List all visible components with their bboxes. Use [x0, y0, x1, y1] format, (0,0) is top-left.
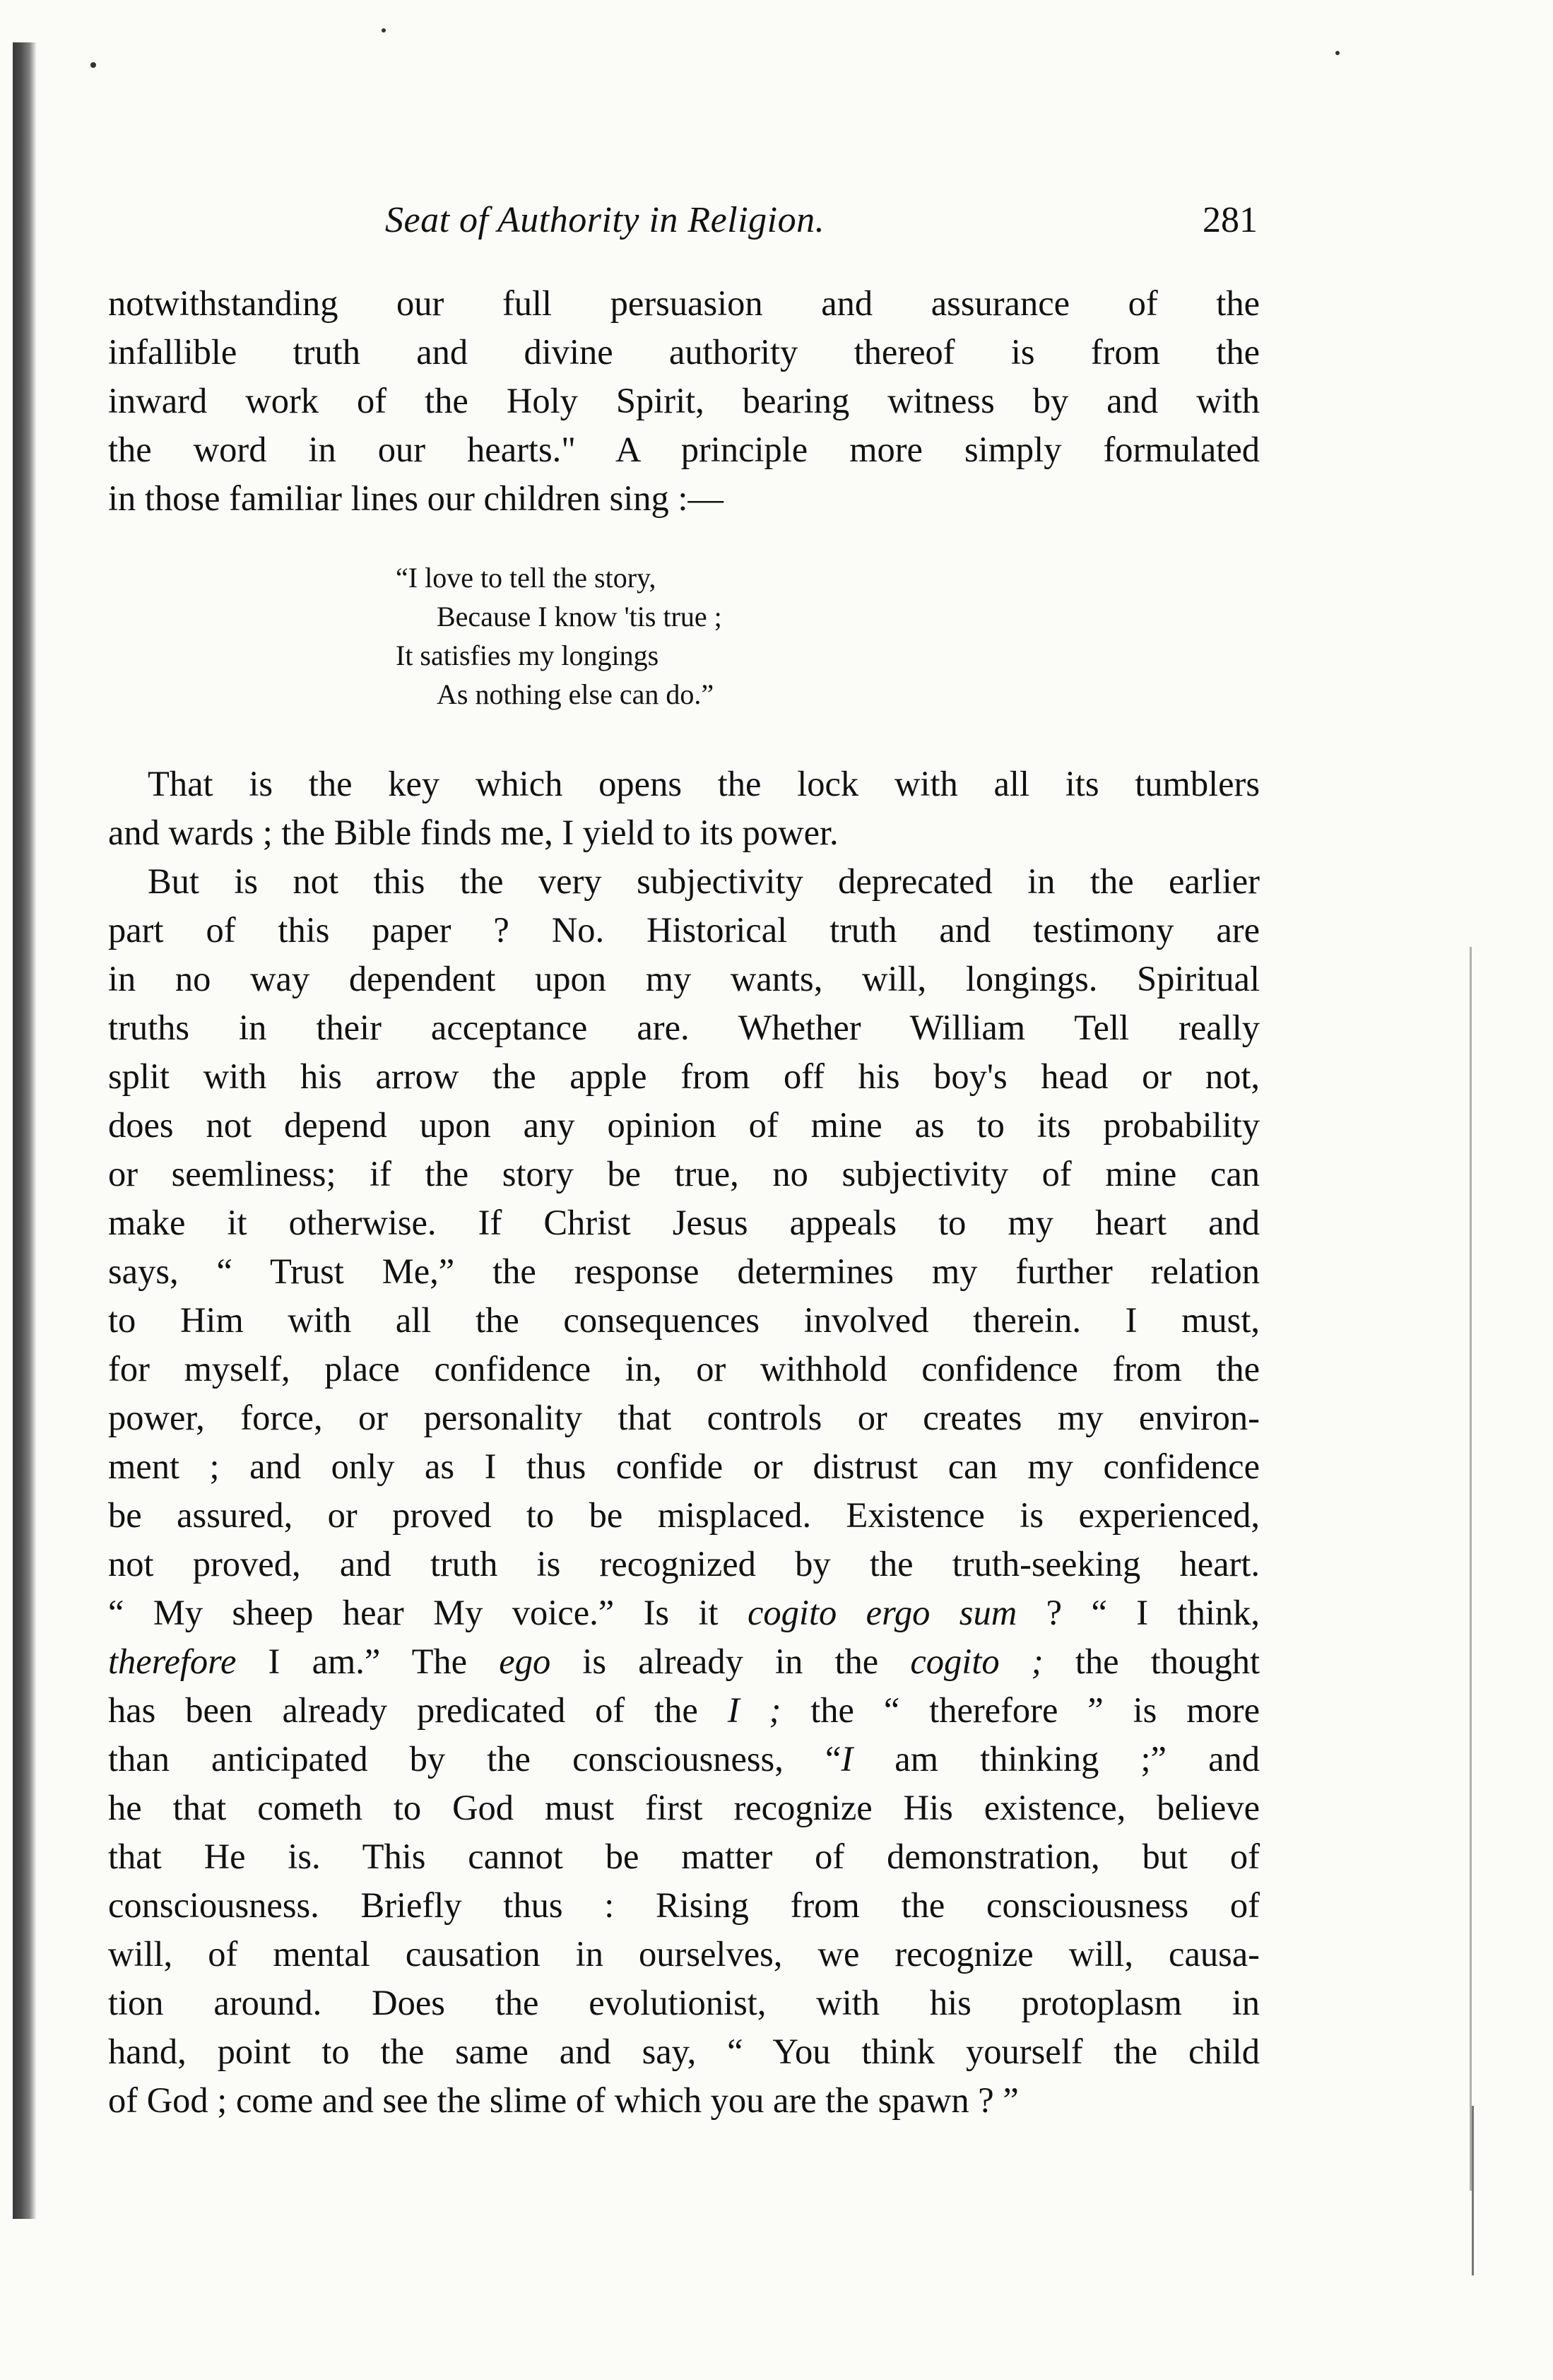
text-line: truths in their acceptance are. Whether William Tell really — [108, 1008, 1260, 1047]
text-run: the “ therefore ” is more — [781, 1690, 1260, 1730]
text-line: that He is. This cannot be matter of demonstration, but of — [108, 1837, 1260, 1876]
text-line: he that cometh to God must first recognize His existence, believe — [108, 1788, 1260, 1827]
text-line: says, “ Trust Me,” the response determines my further relation — [108, 1251, 1260, 1291]
running-title: Seat of Authority in Religion. — [385, 200, 825, 240]
text-line: inward work of the Holy Spirit, bearing witness by and with — [108, 381, 1260, 420]
text-line — [108, 1589, 1260, 1637]
text-line: or seemliness; if the story be true, no subjectivity of mine can — [108, 1154, 1260, 1194]
text-line: to Him with all the consequences involved therein. I must, — [108, 1300, 1260, 1340]
text-line — [108, 1637, 1260, 1686]
italic-word: cogito ; — [910, 1642, 1044, 1681]
latin-phrase: cogito ergo sum — [748, 1593, 1017, 1632]
text-line: and wards ; the Bible finds me, I yield to its power. — [108, 813, 839, 852]
italic-word: ego — [499, 1642, 551, 1681]
italic-word: I — [841, 1739, 854, 1779]
text-line — [108, 1735, 1260, 1784]
page-edge-mark — [1472, 2106, 1474, 2275]
page-edge-mark — [1470, 947, 1472, 2191]
text-line: hand, point to the same and say, “ You think yourself the child — [108, 2032, 1260, 2071]
text-line — [108, 1686, 1260, 1735]
text-run: than anticipated by the consciousness, “ — [108, 1739, 842, 1779]
text-line: notwithstanding our full persuasion and assurance of the — [108, 283, 1260, 323]
paragraph-key — [108, 760, 1260, 857]
paragraph-continuation — [108, 279, 1260, 523]
text-run: I am.” The — [236, 1642, 500, 1681]
poem-line: It satisfies my longings — [396, 640, 659, 671]
text-line: That is the key which opens the lock with all its tumblers — [148, 764, 1260, 803]
paragraph-main — [108, 857, 1260, 2125]
text-line: make it otherwise. If Christ Jesus appeals to my heart and — [108, 1203, 1260, 1242]
text-line: power, force, or personality that controls or creates my environ- — [108, 1398, 1260, 1437]
text-run: am thinking ;” and — [853, 1739, 1260, 1779]
book-spine-shadow — [13, 42, 37, 2219]
poem-line: As nothing else can do.” — [437, 678, 714, 710]
text-line: in no way dependent upon my wants, will, longings. Spiritual — [108, 959, 1260, 998]
scan-speck — [1335, 51, 1340, 55]
text-line: tion around. Does the evolutionist, with his protoplasm in — [108, 1983, 1260, 2022]
text-line: consciousness. Briefly thus : Rising from the consciousness of — [108, 1885, 1260, 1925]
scan-speck — [382, 28, 386, 33]
scan-speck — [90, 62, 96, 68]
text-line: But is not this the very subjectivity deprecated in the earlier — [148, 861, 1260, 901]
text-run: is already in the — [550, 1642, 911, 1681]
hymn-quotation — [396, 558, 890, 714]
text-line: ment ; and only as I thus confide or distrust can my confidence — [108, 1447, 1260, 1486]
text-line: does not depend upon any opinion of mine as to its probability — [108, 1105, 1260, 1145]
page-header — [385, 199, 1258, 242]
page-number: 281 — [1203, 200, 1258, 240]
text-line: infallible truth and divine authority thereof is from the — [108, 332, 1260, 372]
text-line: in those familiar lines our children sing :— — [108, 478, 724, 518]
text-run: “ My sheep hear My voice.” Is it — [108, 1593, 748, 1632]
text-line: for myself, place confidence in, or withhold confidence from the — [108, 1349, 1260, 1389]
text-line: split with his arrow the apple from off his boy's head or not, — [108, 1056, 1260, 1096]
text-run: the thought — [1043, 1642, 1260, 1681]
italic-word: therefore — [108, 1642, 237, 1681]
text-line: of God ; come and see the slime of which you are the spawn ? ” — [108, 2080, 1019, 2120]
text-run: ? “ I think, — [1017, 1593, 1260, 1632]
italic-word: I ; — [727, 1690, 781, 1730]
poem-line: “I love to tell the story, — [396, 562, 656, 594]
text-run: has been already predicated of the — [108, 1690, 728, 1730]
text-line: will, of mental causation in ourselves, we recognize will, causa- — [108, 1934, 1260, 1974]
text-line: part of this paper ? No. Historical truth and testimony are — [108, 910, 1260, 950]
text-line: not proved, and truth is recognized by the truth-seeking heart. — [108, 1544, 1260, 1584]
poem-line: Because I know 'tis true ; — [437, 601, 722, 632]
text-line: the word in our hearts." A principle more simply formulated — [108, 430, 1260, 469]
text-line: be assured, or proved to be misplaced. Existence is experienced, — [108, 1495, 1260, 1535]
